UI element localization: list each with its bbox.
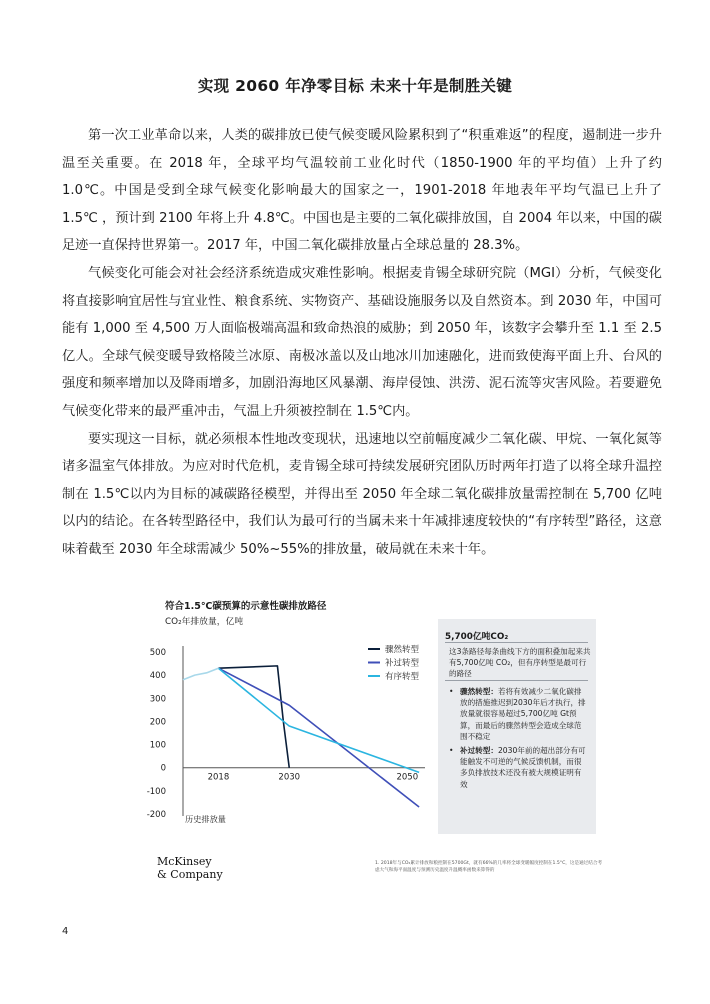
series-history-line	[183, 668, 218, 680]
mckinsey-logo	[157, 855, 223, 881]
page-title: 实现 2060 年净零目标 未来十年是制胜关键	[197, 77, 513, 95]
y-tick-label: 200	[149, 717, 166, 728]
footnote: 1. 2018年与CO₂累计排放和粮控制在5700Gt，就有66%的几率将全球变暖幅度控制在1.5°C，这是通过结合考虑大气和海平面温度与预测历史温度升温概率函数来算得的	[375, 861, 603, 873]
list-item-text: 若将有效减少二氧化碳排放的措施推迟到2030年后才执行，排放量就很容易超过5,700亿吨 Gt预算，而最后的骤然转型会造成全球范围不稳定	[460, 687, 586, 741]
x-tick-label: 2018	[207, 772, 230, 783]
series-late-line	[218, 668, 419, 807]
y-tick-label: 100	[149, 740, 166, 751]
y-tick-label: 400	[149, 671, 166, 682]
x-tick-label: 2050	[396, 772, 419, 783]
series-orderly-line	[218, 668, 419, 772]
logo-line: McKinsey	[157, 855, 212, 868]
body-text	[62, 122, 662, 564]
series-abrupt-line	[218, 666, 289, 768]
side-panel-list	[449, 686, 589, 793]
y-tick-label: -200	[146, 810, 166, 820]
list-item-title: 补过转型：	[460, 746, 498, 756]
legend-label: 补过转型	[385, 658, 420, 669]
y-tick-label: 500	[149, 648, 166, 658]
legend-label: 骤然转型	[385, 645, 420, 655]
logo-line: & Company	[157, 868, 223, 881]
historical-label: 历史排放量	[185, 814, 226, 824]
page-number: 4	[62, 926, 69, 937]
figure-subtitle: CO₂年排放量，亿吨	[165, 617, 244, 627]
divider	[445, 642, 588, 643]
side-panel-intro: 这3条路径每条曲线下方的面积叠加起来共有5,700亿吨 CO₂，但有序转型是最可行的路径	[449, 647, 591, 679]
legend-label: 有序转型	[385, 672, 420, 682]
list-item	[449, 686, 589, 742]
y-tick-label: 0	[160, 763, 166, 774]
figure-title: 符合1.5℃碳预算的示意性碳排放路径	[165, 601, 327, 612]
bullet-icon: •	[449, 687, 454, 696]
x-tick-label: 2030	[278, 772, 301, 783]
y-tick-label: 300	[149, 694, 166, 705]
side-panel-heading: 5,700亿吨CO₂	[445, 632, 509, 642]
paragraph: 第一次工业革命以来，人类的碳排放已使气候变暖风险累积到了“积重难返”的程度，遏制进一步升温至关重要。在 2018 年，全球平均气温较前工业化时代（1850-1900 年的平均值）上升了约 1.0℃。中国是受到全球气候变化影响最大的国家之一，1901-2018 年地表年平均气温已上升了 1.5℃ ，预计到 2100 年将上升 4.8℃。中国也是主要的二氧化碳排放国，自 2004 年以来，中国的碳足迹一直保持世界第一。2017 年，中国二氧化碳排放量占全球总量的 28.3%。	[62, 128, 662, 254]
paragraph: 要实现这一目标，就必须根本性地改变现状，迅速地以空前幅度减少二氧化碳、甲烷、一氧化氮等诸多温室气体排放。为应对时代危机，麦肯锡全球可持续发展研究团队历时两年打造了以将全球升温控制在 1.5℃以内为目标的减碳路径模型，并得出至 2050 年全球二氧化碳排放量需控制在 5,700 亿吨以内的结论。在各转型路径中，我们认为最可行的当属未来十年减排速度较快的“有序转型”路径，这意味着截至 2030 年全球需减少 50%~55%的排放量，破局就在未来十年。	[62, 431, 662, 557]
list-item-title: 骤然转型：	[460, 687, 498, 696]
list-item-text: 2030年前的超出部分有可能触发不可逆的气候反馈机制，而很多负排放技术还没有被大规模证明有效	[460, 746, 586, 789]
list-item	[449, 745, 589, 790]
y-tick-label: -100	[146, 786, 166, 797]
divider	[445, 680, 588, 681]
paragraph: 气候变化可能会对社会经济系统造成灾难性影响。根据麦肯锡全球研究院（MGI）分析，气候变化将直接影响宜居性与宜业性、粮食系统、实物资产、基础设施服务以及自然资本。到 2030 年，中国可能有 1,000 至 4,500 万人面临极端高温和致命热浪的威胁；到 2050 年，该数字会攀升至 1.1 至 2.5 亿人。全球气候变暖导致格陵兰冰原、南极冰盖以及山地冰川加速融化，进而致使海平面上升、台风的强度和频率增加以及降雨增多，加剧沿海地区风暴潮、海岸侵蚀、洪涝、泥石流等灾害风险。若要避免气候变化带来的最严重冲击，气温上升须被控制在 1.5℃内。	[62, 265, 662, 419]
bullet-icon: •	[449, 746, 454, 756]
